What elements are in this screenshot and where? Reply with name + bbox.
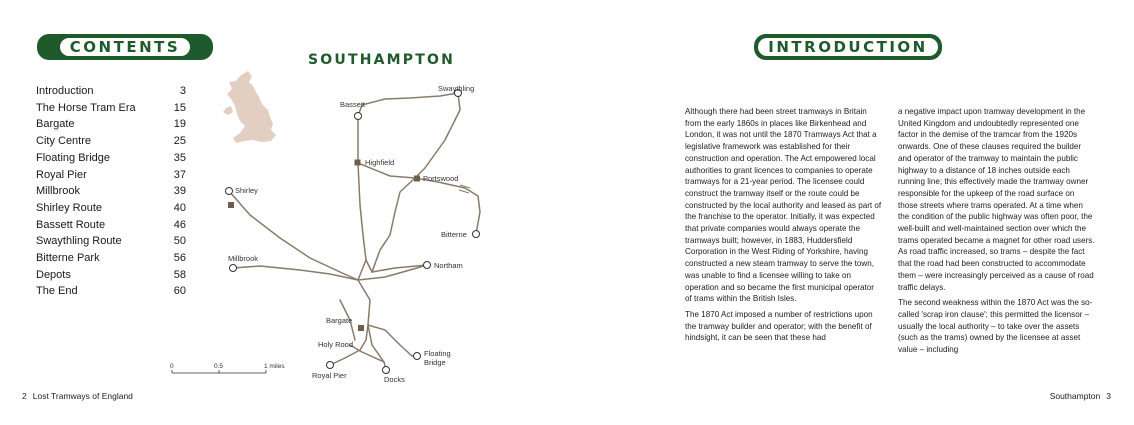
label-swaythling: Swaythling: [438, 84, 475, 93]
label-bitterne: Bitterne: [441, 230, 467, 239]
toc-title: Bassett Route: [36, 218, 106, 231]
route-bassett-swaythling: [358, 93, 458, 116]
terminus-royal-pier: [327, 362, 334, 369]
label-bassett: Bassett: [340, 100, 366, 109]
route-bargate-docks: [368, 325, 386, 370]
page-number-left: 2: [22, 391, 27, 401]
route-millbrook: [233, 266, 358, 280]
depot-highfield: [355, 160, 361, 166]
right-page: [567, 0, 1134, 425]
label-shirley: Shirley: [235, 186, 258, 195]
terminus-bassett: [355, 113, 362, 120]
toc-page: 35: [173, 151, 186, 164]
toc-title: Shirley Route: [36, 201, 103, 214]
uk-outline-icon: [223, 71, 276, 143]
toc-page: 3: [179, 85, 186, 97]
route-portswood-bitterne: [415, 178, 480, 234]
route-floating-bridge: [368, 325, 417, 356]
label-portswood: Portswood: [423, 174, 459, 183]
introduction-banner: [754, 34, 942, 60]
terminus-millbrook: [230, 265, 237, 272]
scale-zero: 0: [170, 363, 174, 370]
toc-title: Depots: [36, 268, 71, 281]
contents-heading: CONTENTS: [69, 38, 181, 56]
depot-shirley: [228, 202, 234, 208]
toc-page: 25: [173, 135, 186, 148]
toc-page: 50: [173, 235, 186, 248]
terminus-bitterne: [473, 231, 480, 238]
depot-portswood: [414, 176, 420, 182]
label-northam: Northam: [434, 261, 463, 270]
toc-title: Swaythling Route: [36, 235, 122, 248]
route-portswood-south: [372, 178, 415, 272]
label-highfield: Highfield: [365, 158, 395, 167]
intro-column-1: [685, 106, 882, 348]
route-link: [366, 260, 372, 272]
label-millbrook: Millbrook: [228, 254, 259, 263]
book-title-footer: Lost Tramways of England: [32, 391, 133, 401]
terminus-floating-bridge: [414, 353, 421, 360]
toc-page: 46: [173, 218, 186, 231]
toc-title: Introduction: [36, 85, 94, 97]
toc-title: City Centre: [36, 135, 92, 148]
toc-title: Royal Pier: [36, 168, 87, 181]
intro-paragraph: a negative impact upon tramway development in the United Kingdom and undoubtedly represented one factor in the demise of the tramcar from the 1920s onwards. One of these clauses required the builder and operator of the tramway to maintain the public highway to a distance of 18 inches outside each running line; this effectively made the tramway owner responsible for the upkeep of the road surface on those streets where trams operated. At a time when the condition of the public highway was often poor, the well-built and well-maintained section over which the trams operated became a magnet for other road users. As road traffic increased, so trams – despite the fact that the road had been constructed to accommodate them – were increasingly perceived as a cause of road traffic delays.: [898, 107, 1095, 292]
label-bargate: Bargate: [326, 316, 353, 325]
depot-bargate: [358, 325, 364, 331]
toc-page: 37: [173, 168, 186, 181]
toc-title: Floating Bridge: [36, 151, 110, 164]
footer-left: [22, 391, 133, 401]
toc-page: 15: [173, 101, 186, 114]
toc-page: 19: [173, 118, 186, 131]
toc-page: 40: [173, 201, 186, 214]
introduction-pill: [758, 38, 937, 56]
intro-paragraph: The second weakness within the 1870 Act was the so-called 'scrap iron clause'; this permitted the licensor – usually the local authority – to take over the assets (such as the trams) owned by the licensee at asset value – including: [898, 298, 1093, 355]
intro-paragraph: Although there had been street tramways in Britain from the early 1860s in places like Birkenhead and London, it was not until the 1870 Tramways Act that a legislative framework was established for their construction and operation. The Act empowered local authorities to grant licences to companies to operate tramways for a 21-year period. The licensee could construct the tramway itself or the route could be constructed by the local authority and leased as part of the franchise to the operator. Initially, it was expected that private companies would always operate the tramways built; however, in 1883, Huddersfield Corporation in the West Riding of Yorkshire, having constructed a new steam tramway to serve the town, was unable to find a licensee willing to take on operation and so became the first municipal operator of trams within the British Isles.: [685, 107, 882, 304]
label-floating: Floating: [424, 349, 451, 358]
footer-right: [1050, 391, 1111, 401]
terminus-docks: [383, 367, 390, 374]
toc-title: Millbrook: [36, 185, 81, 198]
label-royal-pier: Royal Pier: [312, 371, 347, 380]
railway-crossing: [459, 185, 470, 193]
terminus-northam: [424, 262, 431, 269]
route-central-east: [358, 265, 427, 280]
toc-title: Bargate: [36, 118, 75, 131]
intro-column-2: [898, 106, 1095, 360]
toc-title: Bitterne Park: [36, 252, 100, 265]
page-number-right: 3: [1106, 391, 1111, 401]
toc-page: 56: [173, 252, 186, 265]
scale-half: 0.5: [214, 363, 224, 370]
route-swaythling-portswood: [415, 93, 460, 178]
label-docks: Docks: [384, 375, 405, 384]
toc-page: 39: [173, 185, 186, 198]
terminus-shirley: [226, 188, 233, 195]
toc-title: The Horse Tram Era: [36, 101, 136, 114]
label-bridge: Bridge: [424, 358, 446, 367]
toc-title: The End: [36, 285, 78, 298]
scale-one: 1 miles: [264, 363, 285, 370]
route-northam: [372, 265, 427, 272]
toc-page: 60: [173, 285, 186, 298]
intro-paragraph: The 1870 Act imposed a number of restrictions upon the tramway builder and operator; with the benefit of hindsight, it can be seen that these had: [685, 309, 873, 343]
chapter-title-footer: Southampton: [1049, 391, 1101, 401]
map-title: SOUTHAMPTON: [308, 52, 456, 68]
scale-bar: [170, 363, 285, 373]
label-holy-rood: Holy Rood: [318, 340, 354, 349]
toc-page: 58: [173, 268, 186, 281]
introduction-heading: INTRODUCTION: [768, 38, 928, 56]
